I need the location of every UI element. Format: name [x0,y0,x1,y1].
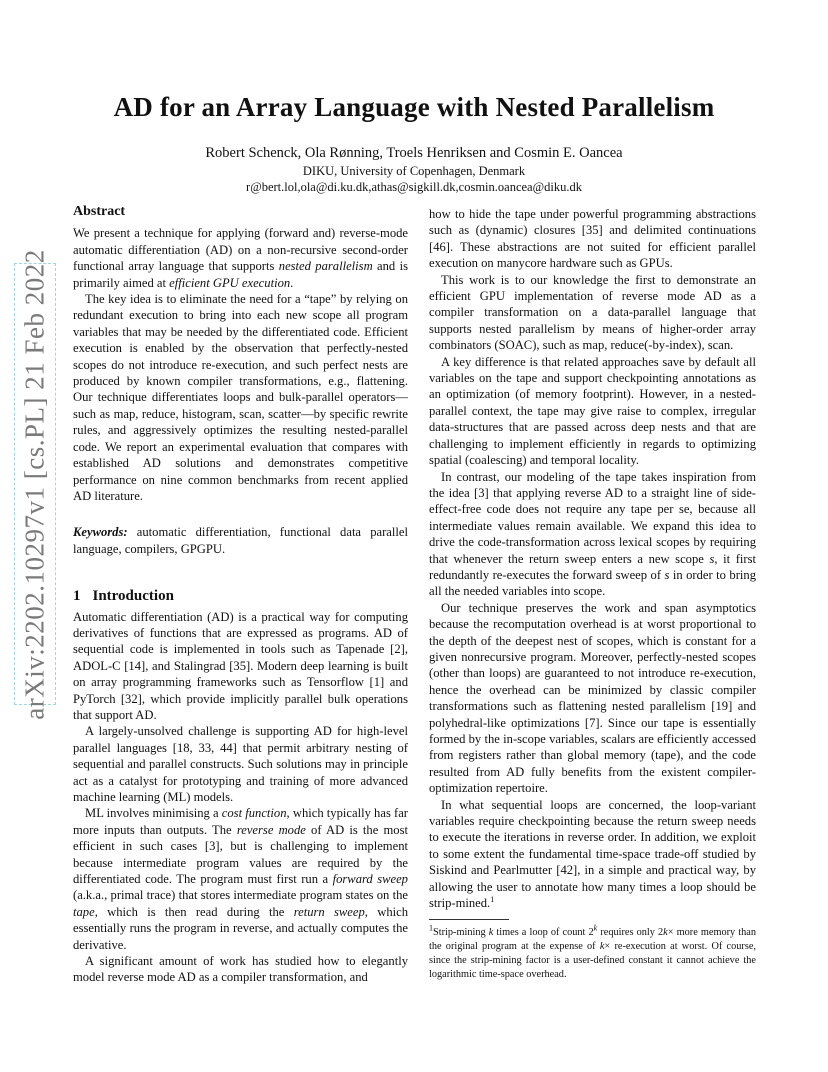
intro-paragraph-4: A significant amount of work has studied how to elegantly model reverse mode AD as a compiler transformation, and [73,954,408,985]
arxiv-sidebar-stamp [14,248,56,720]
keywords-label: Keywords: [73,525,128,540]
intro-paragraph-2: A largely-unsolved challenge is supporting AD for high-level parallel languages [18, 33, 44] that permit arbitrary nesting of sequential and parallel constructs. Such solutions may in principle act as a catalyst for prototyping and training of more advanced machine learning (ML) models. [73,724,408,804]
intro-paragraph-3: ML involves minimising a cost function, which typically has far more inputs than outputs. The reverse mode of AD is the most efficient in such cases [3], but is challenging to implement because intermediate program values are required by the differentiated code. The program must first run a forward sweep (a.k.a., primal trace) that stores intermediate program states on the tape, which is then read during the return sweep, which essentially runs the program in reverse, and actually computes the derivative. [73,806,408,952]
footnote-marker: 1 [490,894,495,904]
intro-paragraph-6: This work is to our knowledge the first to demonstrate an efficient GPU implementation of reverse mode AD as a compiler transformation on a data-parallel language that supports nested parallelism by means of higher-order array combinators (SOAC), such as map, reduce(-by-index), scan. [429,272,756,353]
intro-paragraph-1: Automatic differentiation (AD) is a practical way for computing derivatives of functions that are expressed as programs. AD of sequential code is implemented in tools such as Tapenade [2], ADOL-C [14], and Stalingrad [35]. Modern deep learning is built on array programming frameworks such as Tensorflow [1] and PyTorch [32], which provide implicitly parallel bulk operations that support AD. [73,609,408,722]
author-list: Robert Schenck, Ola Rønning, Troels Henriksen and Cosmin E. Oancea [205,145,623,161]
intro-paragraph-5: how to hide the tape under powerful programming abstractions such as (dynamic) closures [35] and delimited continuations [46]. These abstractions are not suited for efficient parallel execution on manycore hardware such as GPUs. [429,207,756,271]
right-column [429,206,756,982]
intro-paragraph-9: Our technique preserves the work and span asymptotics because the recomputation overhead is at worst proportional to the depth of the deepest nest of scopes, which is constant for a given nonrecursive program. Moreover, perfectly-nested scopes (other than loops) are guaranteed to not introduce re-execution, hence the overhead can be minimized by classic compiler transformations such as flattening nested parallelism [19] and polyhedral-like optimizations [7]. Since our tape is essentially formed by the in-scope variables, scalars are efficiently accessed from registers rather than global memory (tape), and the code resulted from AD fully benefits from the existent compiler-optimization repertoire. [429,600,756,796]
paper-title: AD for an Array Language with Nested Parallelism [113,92,715,122]
author-emails: r@bert.lol,ola@di.ku.dk,athas@sigkill.dk,cosmin.oancea@diku.dk [246,180,582,194]
left-column [73,204,408,986]
intro-paragraph-8: In contrast, our modeling of the tape takes inspiration from the idea [3] that applying reverse AD to a straight line of side-effect-free code does not require any tape per se, because all intermediate values remain available. We expand this idea to drive the code-transformation across lexical scopes by requiring that whenever the return sweep enters a new scope s, it first redundantly re-executes the forward sweep of s in order to bring all the needed variables into scope. [429,469,756,599]
abstract-paragraph-1: We present a technique for applying (forward and) reverse-mode automatic differentiation (AD) on a non-recursive second-order functional array language that supports nested parallelism and is primarily aimed at efficient GPU execution. [73,226,408,290]
intro-paragraph-10: In what sequential loops are concerned, the loop-variant variables require checkpointing because the return sweep needs to execute the iterations in reverse order. In addition, we exploit to some extent the fundamental time-space trade-off studied by Siskind and Pearlmutter [42], in a simple and practical way, by allowing the user to annotate how many times a loop should be strip-mined.$^1$ [429,797,756,911]
section-heading-introduction: 1 Introduction [73,588,174,605]
footnote-divider [429,919,509,920]
abstract-paragraph-2: The key idea is to eliminate the need for a “tape” by relying on redundant execution to bring into each new scope all program variables that may be needed by the differentiated code. Efficient execution is enabled by the observation that perfectly-nested scopes do not introduce re-execution, and such perfect nests are produced by known compiler transformations, e.g., flattening. Our technique differentiates loops and bulk-parallel operators—such as map, reduce, histogram, scan, scatter—by specific rewrite rules, and aggressively optimizes the resulting nested-parallel code. We report an experimental evaluation that compares with established AD solutions and demonstrates competitive performance on nine common benchmarks from recent applied AD literature. [73,292,408,503]
affiliation: DIKU, University of Copenhagen, Denmark [302,164,526,178]
abstract-heading: Abstract [73,204,126,219]
arxiv-identifier: arXiv:2202.10297v1 [cs.PL] 21 Feb 2022 [19,248,50,720]
intro-paragraph-7: A key difference is that related approaches save by default all variables on the tape and support checkpointing annotations as an optimization (of memory footprint). However, in a nested-parallel context, the tape may give raise to complex, irregular data-structures that are passed across deep nests and that are challenging to implement efficiently in regards to optimizing spatial (coalescing) and temporal locality. [429,354,756,468]
keywords: Keywords: automatic differentiation, functional data parallel language, compilers, GPGPU. [73,525,408,556]
footnote: $^1$Strip-mining k times a loop of count 2$^k$ requires only 2k× more memory than the original program at the expense of k× re-execution at worst. Of course, since the strip-mining factor is a user-defined constant it cannot achieve the logarithmic time-space overhead. [429,924,757,981]
